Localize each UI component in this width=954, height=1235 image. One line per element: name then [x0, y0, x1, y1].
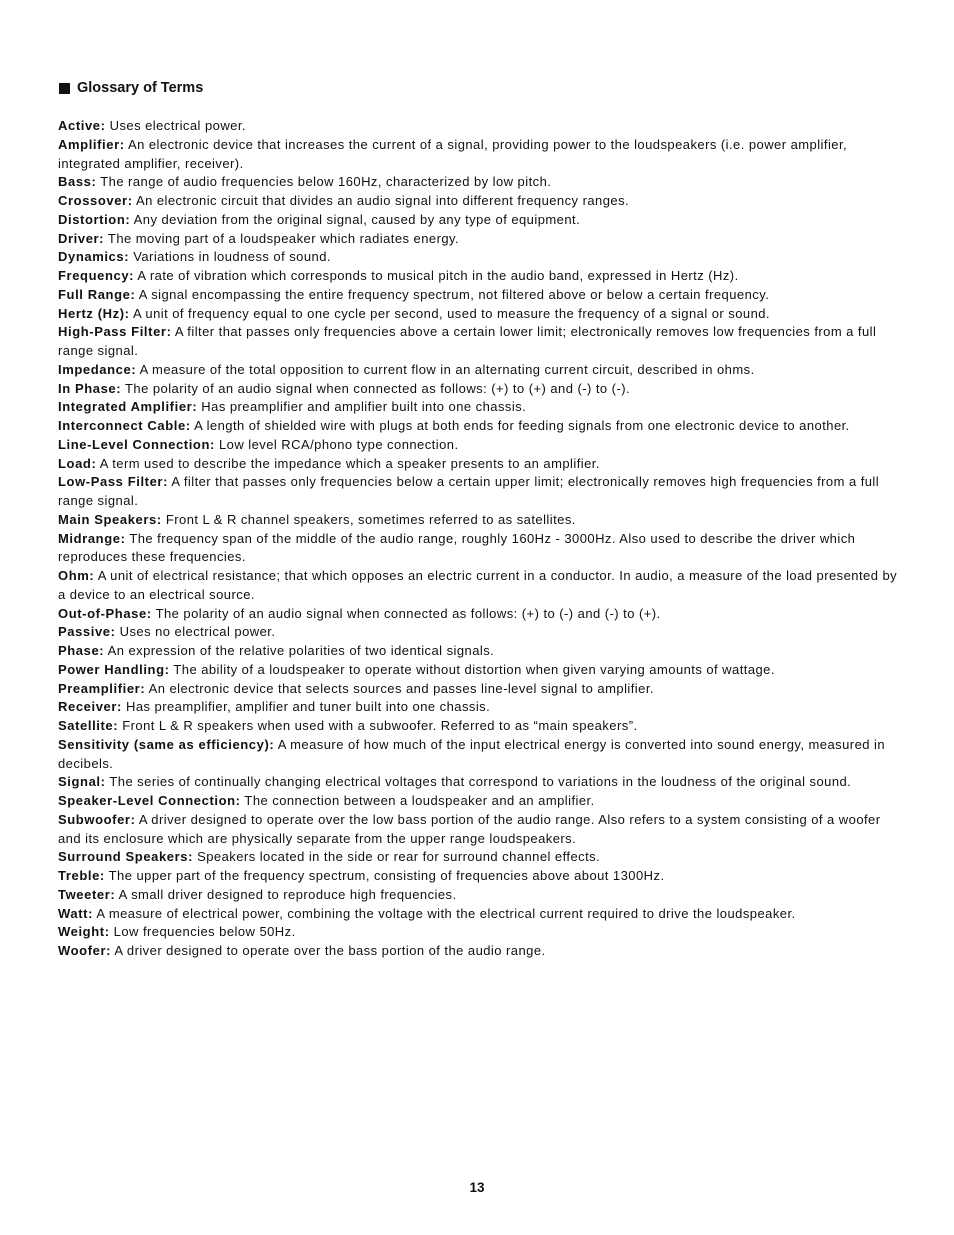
- glossary-entry: [58, 286, 898, 305]
- glossary-entry: [58, 305, 898, 324]
- glossary-definition: The range of audio frequencies below 160Hz, characterized by low pitch.: [96, 174, 552, 190]
- glossary-definition: A measure of how much of the input electrical energy is converted into sound energy, measured in decibels.: [58, 736, 886, 771]
- glossary-term: In Phase:: [58, 380, 122, 396]
- glossary-entry: [58, 905, 898, 924]
- glossary-entry: [58, 361, 898, 380]
- glossary-definition: Has preamplifier and amplifier built into one chassis.: [197, 399, 527, 415]
- glossary-entry: [58, 398, 898, 417]
- glossary-entry: [58, 642, 898, 661]
- glossary-entry: [58, 417, 898, 436]
- section-heading-text: Glossary of Terms: [77, 80, 204, 96]
- glossary-term: Full Range:: [58, 286, 136, 302]
- glossary-entry: [58, 511, 898, 530]
- glossary-term: Bass:: [58, 174, 97, 190]
- glossary-term: Load:: [58, 455, 97, 471]
- glossary-term: Receiver:: [58, 699, 122, 715]
- glossary-entry: [58, 436, 898, 455]
- glossary-definition: An electronic device that selects sources and passes line-level signal to amplifier.: [145, 680, 654, 696]
- glossary-entry: [58, 530, 898, 568]
- glossary-definition: A driver designed to operate over the bass portion of the audio range.: [111, 943, 546, 958]
- glossary-term: Sensitivity (same as efficiency):: [58, 736, 275, 752]
- glossary-term: Line-Level Connection:: [58, 436, 215, 452]
- glossary-entry: [58, 380, 898, 399]
- glossary-entry: [58, 211, 898, 230]
- glossary-definition: An electronic device that increases the current of a signal, providing power to the loudspeakers (i.e. power amplifier, integrated amplifier, receiver).: [58, 136, 848, 171]
- glossary-definition: The polarity of an audio signal when connected as follows: (+) to (+) and (-) to (-).: [121, 380, 631, 396]
- glossary-definition: The frequency span of the middle of the audio range, roughly 160Hz - 3000Hz. Also used to describe the driver which reproduces these frequencies.: [58, 530, 856, 565]
- glossary-entry: [58, 773, 898, 792]
- glossary-entry: [58, 623, 898, 642]
- glossary-term: Woofer:: [58, 943, 112, 958]
- glossary-definition: An electronic circuit that divides an audio signal into different frequency ranges.: [132, 193, 630, 208]
- glossary-definition: Low level RCA/phono type connection.: [214, 436, 459, 452]
- glossary-definition: A unit of electrical resistance; that which opposes an electric current in a conductor. In audio, a measure of the load presented by a device to an electrical source.: [58, 568, 898, 602]
- glossary-entry: [58, 323, 898, 361]
- glossary-term: Distortion:: [58, 211, 131, 227]
- glossary-term: High-Pass Filter:: [58, 324, 172, 340]
- glossary-term: Driver:: [58, 230, 105, 246]
- glossary-definition: The connection between a loudspeaker and an amplifier.: [240, 793, 595, 808]
- glossary-entry: [58, 942, 898, 961]
- glossary-entry: [58, 136, 898, 174]
- glossary-definition: Low frequencies below 50Hz.: [109, 924, 296, 940]
- glossary-entry: [58, 605, 898, 624]
- glossary-definition: The polarity of an audio signal when connected as follows: (+) to (-) and (-) to (+).: [151, 605, 661, 621]
- glossary-definition: Uses no electrical power.: [115, 624, 276, 640]
- glossary-definition: A filter that passes only frequencies below a certain upper limit; electronically removes high frequencies from a full range signal.: [58, 474, 880, 508]
- glossary-term: Midrange:: [58, 530, 126, 546]
- glossary-definition: The upper part of the frequency spectrum, consisting of frequencies above about 1300Hz.: [104, 868, 665, 883]
- glossary-definition: A signal encompassing the entire frequency spectrum, not filtered above or below a certain frequency.: [135, 286, 770, 302]
- glossary-definition: A length of shielded wire with plugs at both ends for feeding signals from one electronic device to another.: [190, 418, 850, 433]
- glossary-definition: Has preamplifier, amplifier and tuner built into one chassis.: [121, 699, 491, 715]
- glossary-term: Satellite:: [58, 718, 119, 733]
- glossary-entry: [58, 192, 898, 211]
- glossary-definition: A measure of the total opposition to current flow in an alternating current circuit, described in ohms.: [136, 361, 755, 377]
- glossary-definition: The ability of a loudspeaker to operate without distortion when given varying amounts of wattage.: [169, 661, 775, 677]
- glossary-definition: Variations in loudness of sound.: [129, 249, 331, 265]
- glossary-entry: [58, 567, 898, 605]
- glossary-entry: [58, 230, 898, 249]
- glossary-term: Subwoofer:: [58, 811, 136, 827]
- glossary-term: Hertz (Hz):: [58, 305, 130, 321]
- glossary-entry: [58, 811, 898, 849]
- glossary-entry: [58, 736, 898, 774]
- glossary-definition: A measure of electrical power, combining the voltage with the electrical current required to drive the loudspeaker.: [93, 905, 796, 921]
- glossary-entry: [58, 173, 898, 192]
- glossary-entry: [58, 848, 898, 867]
- glossary-term: Weight:: [58, 924, 110, 940]
- glossary-term: Tweeter:: [58, 886, 116, 902]
- glossary-term: Crossover:: [58, 193, 133, 208]
- glossary-term: Integrated Amplifier:: [58, 399, 198, 415]
- glossary-definition: The series of continually changing electrical voltages that correspond to variations in the loudness of the original sound.: [105, 774, 852, 790]
- glossary-term: Active:: [58, 118, 106, 133]
- section-heading: [59, 80, 203, 96]
- glossary-list: [58, 117, 898, 961]
- glossary-term: Frequency:: [58, 268, 135, 283]
- glossary-definition: A filter that passes only frequencies above a certain lower limit; electronically removes low frequencies from a full range signal.: [58, 324, 877, 358]
- glossary-term: Amplifier:: [58, 136, 125, 152]
- glossary-term: Speaker-Level Connection:: [58, 793, 241, 808]
- glossary-definition: An expression of the relative polarities of two identical signals.: [104, 643, 495, 658]
- glossary-term: Ohm:: [58, 568, 95, 583]
- glossary-entry: [58, 473, 898, 511]
- glossary-entry: [58, 698, 898, 717]
- glossary-definition: Front L & R speakers when used with a subwoofer. Referred to as “main speakers”.: [118, 718, 638, 733]
- glossary-term: Phase:: [58, 643, 105, 658]
- glossary-definition: A small driver designed to reproduce high frequencies.: [115, 886, 457, 902]
- glossary-term: Surround Speakers:: [58, 849, 194, 865]
- glossary-term: Power Handling:: [58, 661, 170, 677]
- glossary-definition: Speakers located in the side or rear for surround channel effects.: [193, 849, 601, 865]
- glossary-term: Interconnect Cable:: [58, 418, 191, 433]
- glossary-entry: [58, 117, 898, 136]
- glossary-definition: Uses electrical power.: [105, 118, 246, 133]
- glossary-entry: [58, 792, 898, 811]
- glossary-entry: [58, 717, 898, 736]
- glossary-entry: [58, 867, 898, 886]
- square-bullet-icon: [59, 83, 70, 94]
- glossary-term: Main Speakers:: [58, 511, 162, 527]
- glossary-term: Impedance:: [58, 361, 137, 377]
- glossary-term: Low-Pass Filter:: [58, 474, 169, 490]
- glossary-definition: The moving part of a loudspeaker which radiates energy.: [104, 230, 460, 246]
- glossary-entry: [58, 661, 898, 680]
- glossary-definition: Any deviation from the original signal, caused by any type of equipment.: [130, 211, 581, 227]
- glossary-term: Out-of-Phase:: [58, 605, 152, 621]
- glossary-term: Watt:: [58, 905, 94, 921]
- glossary-term: Passive:: [58, 624, 116, 640]
- glossary-entry: [58, 680, 898, 699]
- glossary-definition: A rate of vibration which corresponds to musical pitch in the audio band, expressed in Hertz (Hz).: [134, 268, 739, 283]
- glossary-term: Dynamics:: [58, 249, 130, 265]
- glossary-entry: [58, 886, 898, 905]
- glossary-term: Preamplifier:: [58, 680, 146, 696]
- glossary-entry: [58, 455, 898, 474]
- glossary-entry: [58, 248, 898, 267]
- glossary-entry: [58, 267, 898, 286]
- page-number: 13: [469, 1180, 485, 1195]
- glossary-definition: Front L & R channel speakers, sometimes referred to as satellites.: [161, 511, 576, 527]
- glossary-definition: A driver designed to operate over the low bass portion of the audio range. Also refers to a system consisting of a woofer and its enclosure which are physically separate from the upper range loudspeakers.: [58, 811, 881, 846]
- glossary-entry: [58, 923, 898, 942]
- glossary-definition: A unit of frequency equal to one cycle per second, used to measure the frequency of a signal or sound.: [129, 305, 770, 321]
- glossary-term: Signal:: [58, 774, 106, 790]
- glossary-definition: A term used to describe the impedance which a speaker presents to an amplifier.: [96, 455, 600, 471]
- glossary-term: Treble:: [58, 868, 105, 883]
